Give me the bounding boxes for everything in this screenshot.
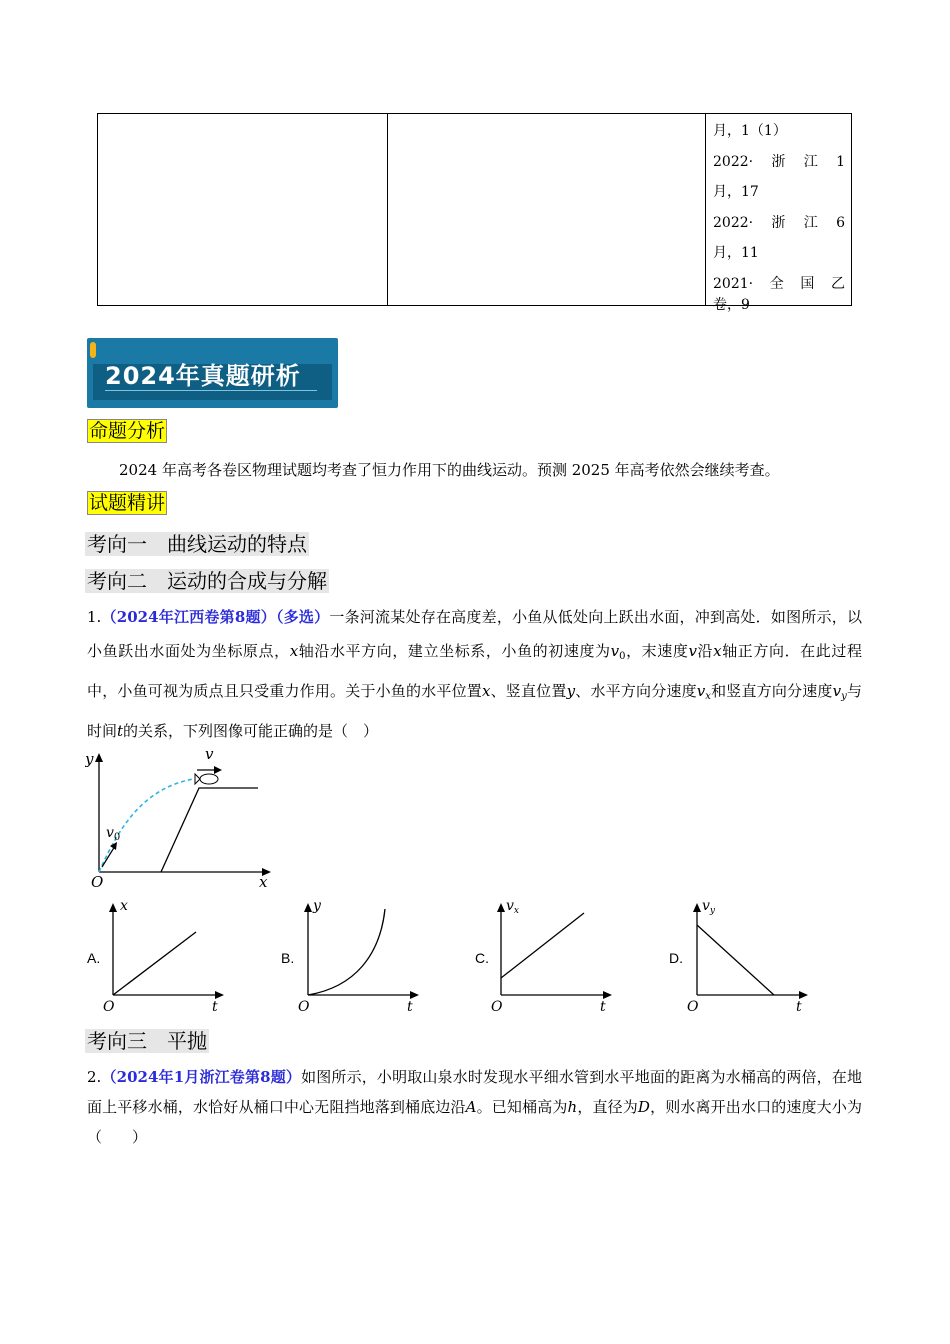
question-number: 2.: [87, 1068, 102, 1086]
fig1-v-label: v: [205, 745, 214, 763]
analysis-text: 2024 年高考各卷区物理试题均考查了恒力作用下的曲线运动。预测 2025 年高考依然会继续考查。: [119, 461, 780, 479]
table-line: 月，11: [713, 245, 759, 261]
option-d-graph: [684, 895, 814, 1015]
t-axis-arrow-icon: [215, 991, 224, 999]
vertical-axis-arrow-icon: [497, 903, 505, 912]
question-1: 1.（2024年江西卷第8题）（多选）一条河流某处存在高度差，小鱼从低处向上跃出水面，冲到高处．如图所示，以小鱼跃出水面处为坐标原点，x轴沿水平方向，建立坐标系，小鱼的初速度为$v_0$，末速度v沿x轴正方向．在此过程中，小鱼可视为质点且只受重力作用。关于小鱼的水平位置x、竖直位置y、水平方向分速度$v_x$和竖直方向分速度$v_y$与时间t的关系，下列图像可能正确的是（ ）: [87, 608, 863, 740]
banner-underline: [105, 390, 317, 391]
option-a-label: A.: [87, 950, 101, 966]
table-line: 卷，9: [713, 296, 750, 313]
heading-1-wrap: [85, 530, 309, 558]
graph-curve: [308, 909, 385, 995]
t-axis-arrow-icon: [410, 991, 419, 999]
heading-1: 考向一 曲线运动的特点: [87, 532, 307, 556]
initial-velocity-arrow: [102, 846, 115, 867]
option-a-ylabel: x: [120, 898, 128, 914]
table-divider: [705, 114, 706, 305]
table-line: 2022· 浙 江 6: [713, 214, 845, 231]
table-divider: [387, 114, 388, 305]
table-line: 月，1（1）: [713, 123, 787, 139]
option-c-label: C.: [475, 950, 489, 966]
exam-table: [97, 113, 852, 313]
option-d-label: D.: [669, 950, 683, 966]
fig1-y-label: y: [85, 750, 94, 768]
question-source: （2024年江西卷第8题）（多选）: [101, 608, 330, 626]
table-cell-sources: [713, 116, 845, 315]
heading-2-wrap: [85, 567, 329, 595]
option-a-graph: [100, 895, 230, 1015]
option-d-origin: O: [687, 999, 699, 1015]
option-c-origin: O: [491, 999, 503, 1015]
option-a-origin: O: [103, 999, 115, 1015]
vertical-axis-arrow-icon: [109, 903, 117, 912]
banner-marker-icon: [90, 342, 96, 358]
fish-trajectory-figure: [85, 745, 280, 890]
option-b-origin: O: [298, 999, 310, 1015]
table-line: 2022· 浙 江 1: [713, 153, 845, 170]
label-analysis: 命题分析: [89, 420, 166, 442]
trajectory-curve: [99, 778, 200, 872]
y-axis-arrow-icon: [95, 753, 103, 762]
question-number: 1.: [87, 608, 102, 626]
heading-3-wrap: [85, 1027, 209, 1055]
fish-icon: [200, 774, 218, 784]
option-b-graph: [295, 895, 425, 1015]
option-b-label: B.: [281, 950, 295, 966]
fig1-x-label: x: [259, 873, 268, 890]
vertical-axis-arrow-icon: [304, 903, 312, 912]
graph-line: [113, 932, 196, 995]
option-a-xlabel: t: [212, 999, 218, 1015]
heading-2: 考向二 运动的合成与分解: [87, 569, 327, 593]
option-d-xlabel: t: [796, 999, 802, 1015]
heading-3: 考向三 平抛: [87, 1029, 207, 1053]
banner-title: 2024年真题研析: [105, 362, 301, 390]
final-velocity-arrowhead-icon: [214, 766, 222, 774]
option-c-ylabel: $v_x$: [506, 898, 519, 916]
vertical-axis-arrow-icon: [693, 903, 701, 912]
table-line: 月，17: [713, 184, 759, 200]
t-axis-arrow-icon: [603, 991, 612, 999]
graph-line: [501, 913, 584, 978]
fig1-v0-label: $v_0$: [106, 825, 121, 843]
question-2: 2.（2024年1月浙江卷第8题）如图所示，小明取山泉水时发现水平细水管到水平地面的距离为水桶高的两倍，在地面上平移水桶，水恰好从桶口中心无阻挡地落到桶底边沿A。已知桶高为h，直径为D，则水离开出水口的速度大小为（ ）: [87, 1068, 862, 1146]
label-analysis-wrap: [87, 419, 167, 443]
option-c-graph: [488, 895, 618, 1015]
option-d-ylabel: $v_y$: [702, 898, 716, 916]
t-axis-arrow-icon: [799, 991, 808, 999]
graph-line: [697, 925, 774, 995]
fig1-origin-label: O: [91, 873, 104, 890]
table-line: 2021· 全 国 乙: [713, 275, 845, 292]
option-b-ylabel: y: [313, 898, 321, 914]
section-banner: [87, 338, 338, 408]
label-explain: 试题精讲: [89, 492, 166, 514]
label-explain-wrap: [87, 491, 167, 515]
option-c-xlabel: t: [600, 999, 606, 1015]
riverbank-step: [161, 788, 258, 872]
fish-tail-icon: [195, 774, 200, 784]
option-b-xlabel: t: [407, 999, 413, 1015]
question-source: （2024年1月浙江卷第8题）: [101, 1068, 302, 1086]
